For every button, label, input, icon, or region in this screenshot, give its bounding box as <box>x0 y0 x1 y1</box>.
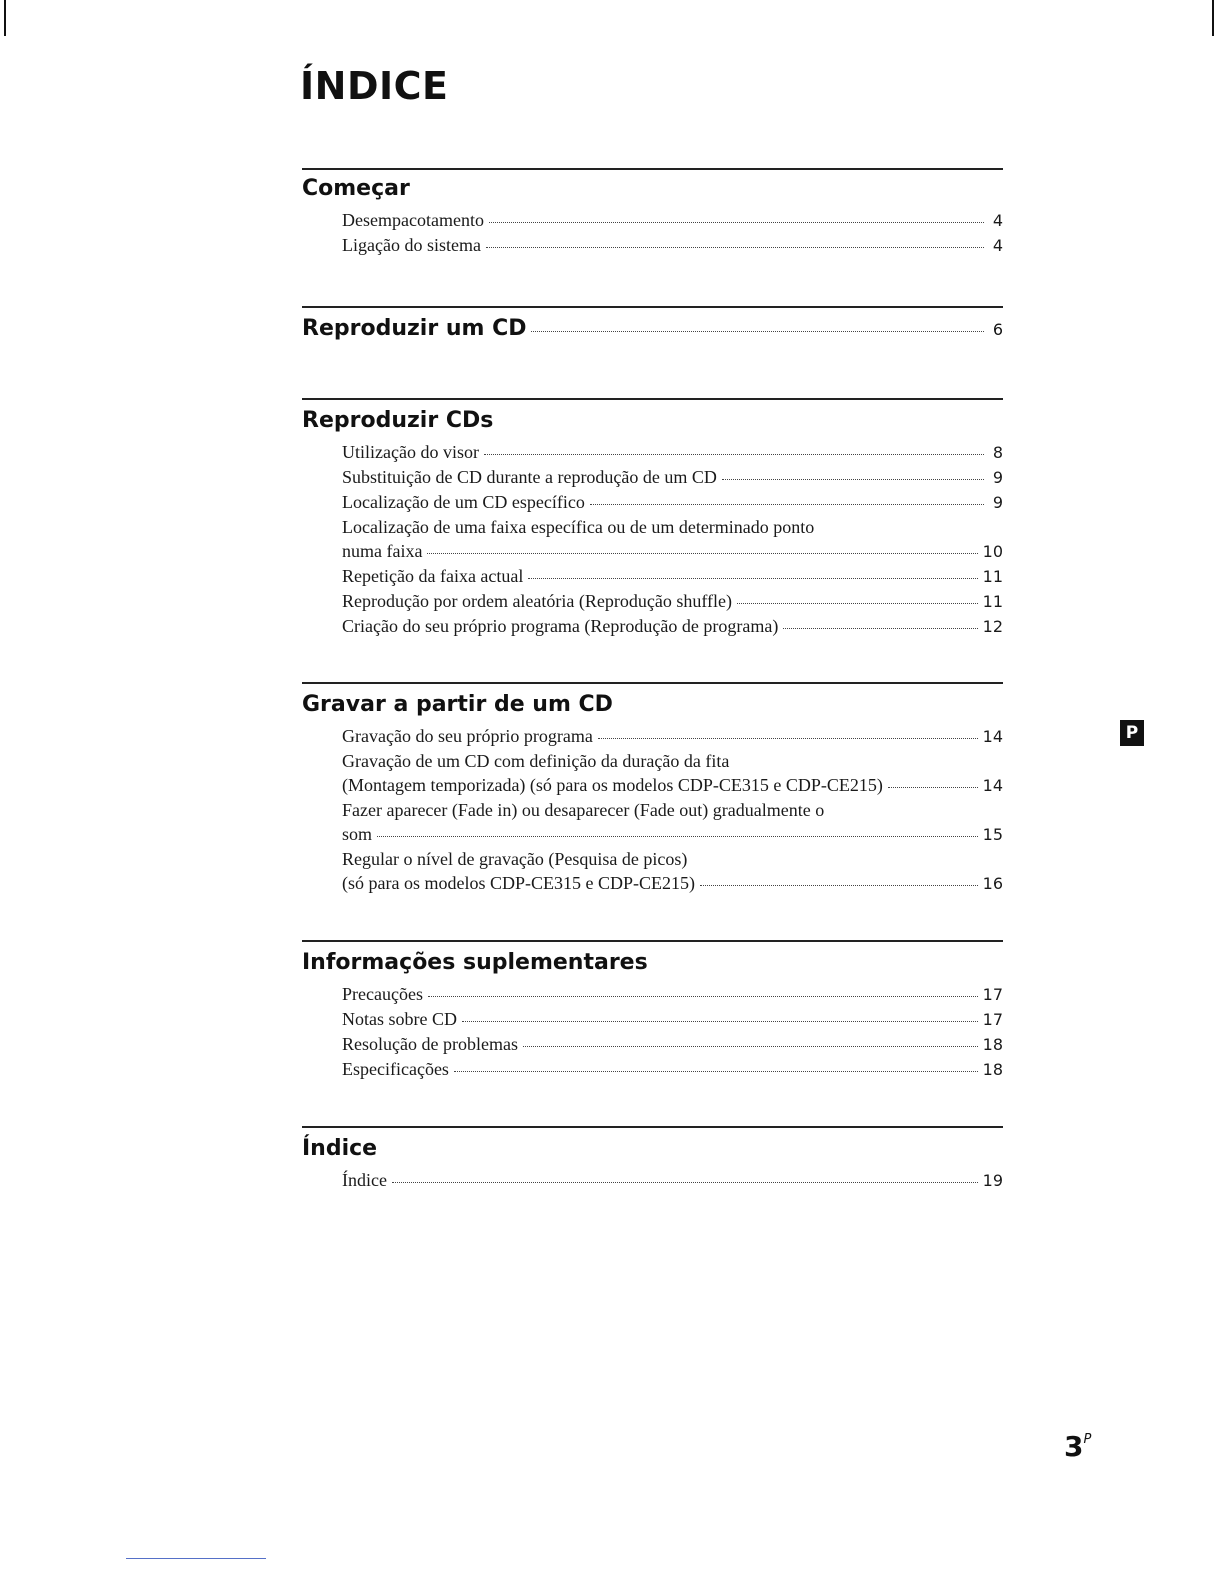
toc-entry-page: 16 <box>982 874 1003 893</box>
toc-entry-page: 17 <box>982 985 1003 1004</box>
section-reproduzir-um-cd <box>302 306 1003 342</box>
toc-entry[interactable] <box>342 982 1003 1007</box>
dot-leader <box>598 738 978 739</box>
toc-entry[interactable] <box>342 208 1003 233</box>
dot-leader <box>486 247 984 248</box>
toc-entry-page: 9 <box>992 493 1003 512</box>
toc-entry[interactable] <box>342 465 1003 490</box>
dot-leader <box>531 331 985 332</box>
section-informacoes <box>302 940 1003 1082</box>
toc-entry[interactable] <box>302 316 1003 342</box>
dot-leader <box>489 222 984 223</box>
scan-edge-mark-right <box>1212 0 1214 36</box>
toc-entry-label-continued: (só para os modelos CDP-CE315 e CDP-CE215) <box>342 873 695 893</box>
toc-entry-page: 11 <box>982 567 1003 586</box>
dot-leader <box>737 603 978 604</box>
toc-entry-label: Desempacotamento <box>342 210 484 230</box>
toc-entry-page: 18 <box>982 1060 1003 1079</box>
toc-entry-label-continued: numa faixa <box>342 541 423 561</box>
section-divider <box>302 1126 1003 1128</box>
toc-entry-page: 17 <box>982 1010 1003 1029</box>
toc-entry[interactable] <box>342 724 1003 749</box>
language-badge: P <box>1120 720 1144 746</box>
toc-entry-label: Índice <box>342 1170 387 1190</box>
dot-leader <box>392 1182 978 1183</box>
toc-entry[interactable] <box>342 1032 1003 1057</box>
toc-entry-label: Localização de uma faixa específica ou de um determinado ponto <box>342 517 815 537</box>
dot-leader <box>888 787 978 788</box>
toc-entry[interactable] <box>342 847 1003 896</box>
toc-entry-label: Criação do seu próprio programa (Reprodução de programa) <box>342 616 779 636</box>
toc-entry[interactable] <box>342 614 1003 639</box>
section-gravar <box>302 682 1003 896</box>
toc-entry-label: Precauções <box>342 984 423 1004</box>
toc-entries <box>302 724 1003 896</box>
toc-entry-page: 9 <box>992 468 1003 487</box>
toc-entry-label: Gravação do seu próprio programa <box>342 726 593 746</box>
dot-leader <box>528 578 977 579</box>
toc-entry-label: Especificações <box>342 1059 449 1079</box>
toc-entries <box>302 1168 1003 1193</box>
section-heading: Reproduzir CDs <box>302 408 494 433</box>
dot-leader <box>523 1046 978 1047</box>
toc-entry[interactable] <box>342 1168 1003 1193</box>
dot-leader <box>377 836 978 837</box>
toc-entry-label: Utilização do visor <box>342 442 479 462</box>
toc-entry[interactable] <box>342 1007 1003 1032</box>
toc-entry-page: 4 <box>992 236 1003 255</box>
toc-entry-page: 14 <box>982 776 1003 795</box>
toc-entry-label-continued: som <box>342 824 373 844</box>
toc-entry-page: 12 <box>982 617 1003 636</box>
toc-entry[interactable] <box>342 490 1003 515</box>
toc-entries <box>302 208 1003 258</box>
toc-entry-label: Fazer aparecer (Fade in) ou desaparecer (Fade out) gradualmente o <box>342 800 825 820</box>
section-divider <box>302 306 1003 308</box>
section-divider <box>302 398 1003 400</box>
toc-entry[interactable] <box>342 749 1003 798</box>
toc-entry[interactable] <box>342 233 1003 258</box>
section-divider <box>302 940 1003 942</box>
dot-leader <box>590 504 984 505</box>
toc-entry-page: 14 <box>982 727 1003 746</box>
toc-entry-label: Substituição de CD durante a reprodução de um CD <box>342 467 717 487</box>
toc-entry[interactable] <box>342 798 1003 847</box>
toc-entry[interactable] <box>342 440 1003 465</box>
toc-entry[interactable] <box>342 1057 1003 1082</box>
toc-entry-label: Regular o nível de gravação (Pesquisa de picos) <box>342 849 688 869</box>
toc-entry-label: Repetição da faixa actual <box>342 566 524 586</box>
page-number <box>1064 1430 1091 1463</box>
section-reproduzir-cds <box>302 398 1003 639</box>
section-comecar <box>302 168 1003 258</box>
toc-entry-page: 4 <box>992 211 1003 230</box>
toc-entry-page: 18 <box>982 1035 1003 1054</box>
toc-entry-label: Notas sobre CD <box>342 1009 457 1029</box>
toc-entry-label: Reprodução por ordem aleatória (Reprodução shuffle) <box>342 591 733 611</box>
dot-leader <box>462 1021 978 1022</box>
dot-leader <box>783 628 977 629</box>
dot-leader <box>484 454 984 455</box>
section-heading: Reproduzir um CD <box>302 316 527 341</box>
toc-entry-label: Localização de um CD específico <box>342 492 585 512</box>
section-divider <box>302 168 1003 170</box>
toc-entries <box>302 982 1003 1082</box>
toc-entry-page: 19 <box>982 1171 1003 1190</box>
toc-entry-label: Gravação de um CD com definição da duração da fita <box>342 751 730 771</box>
scan-edge-mark-left <box>4 0 6 36</box>
toc-entry-page: 8 <box>992 443 1003 462</box>
toc-entry[interactable] <box>342 515 1003 564</box>
section-divider <box>302 682 1003 684</box>
dot-leader <box>700 885 978 886</box>
section-heading: Índice <box>302 1136 378 1161</box>
toc-entries <box>302 440 1003 639</box>
dot-leader <box>454 1071 978 1072</box>
section-heading: Começar <box>302 176 410 201</box>
dot-leader <box>428 996 978 997</box>
toc-entry-page: 11 <box>982 592 1003 611</box>
dot-leader <box>427 553 977 554</box>
page-number-value: 3 <box>1064 1430 1084 1463</box>
dot-leader <box>722 479 984 480</box>
page-number-suffix: P <box>1083 1432 1092 1447</box>
toc-entry-page: 10 <box>982 542 1003 561</box>
toc-entry-label: Ligação do sistema <box>342 235 481 255</box>
bottom-rule <box>126 1558 266 1559</box>
toc-entry-page: 6 <box>992 320 1003 339</box>
toc-entry-label-continued: (Montagem temporizada) (só para os modelos CDP-CE315 e CDP-CE215) <box>342 775 883 795</box>
toc-entry[interactable] <box>342 564 1003 589</box>
section-indice <box>302 1126 1003 1193</box>
page-title: ÍNDICE <box>300 64 449 108</box>
section-heading: Informações suplementares <box>302 950 648 975</box>
toc-entry[interactable] <box>342 589 1003 614</box>
section-heading: Gravar a partir de um CD <box>302 692 613 717</box>
toc-entry-label: Resolução de problemas <box>342 1034 518 1054</box>
toc-entry-page: 15 <box>982 825 1003 844</box>
